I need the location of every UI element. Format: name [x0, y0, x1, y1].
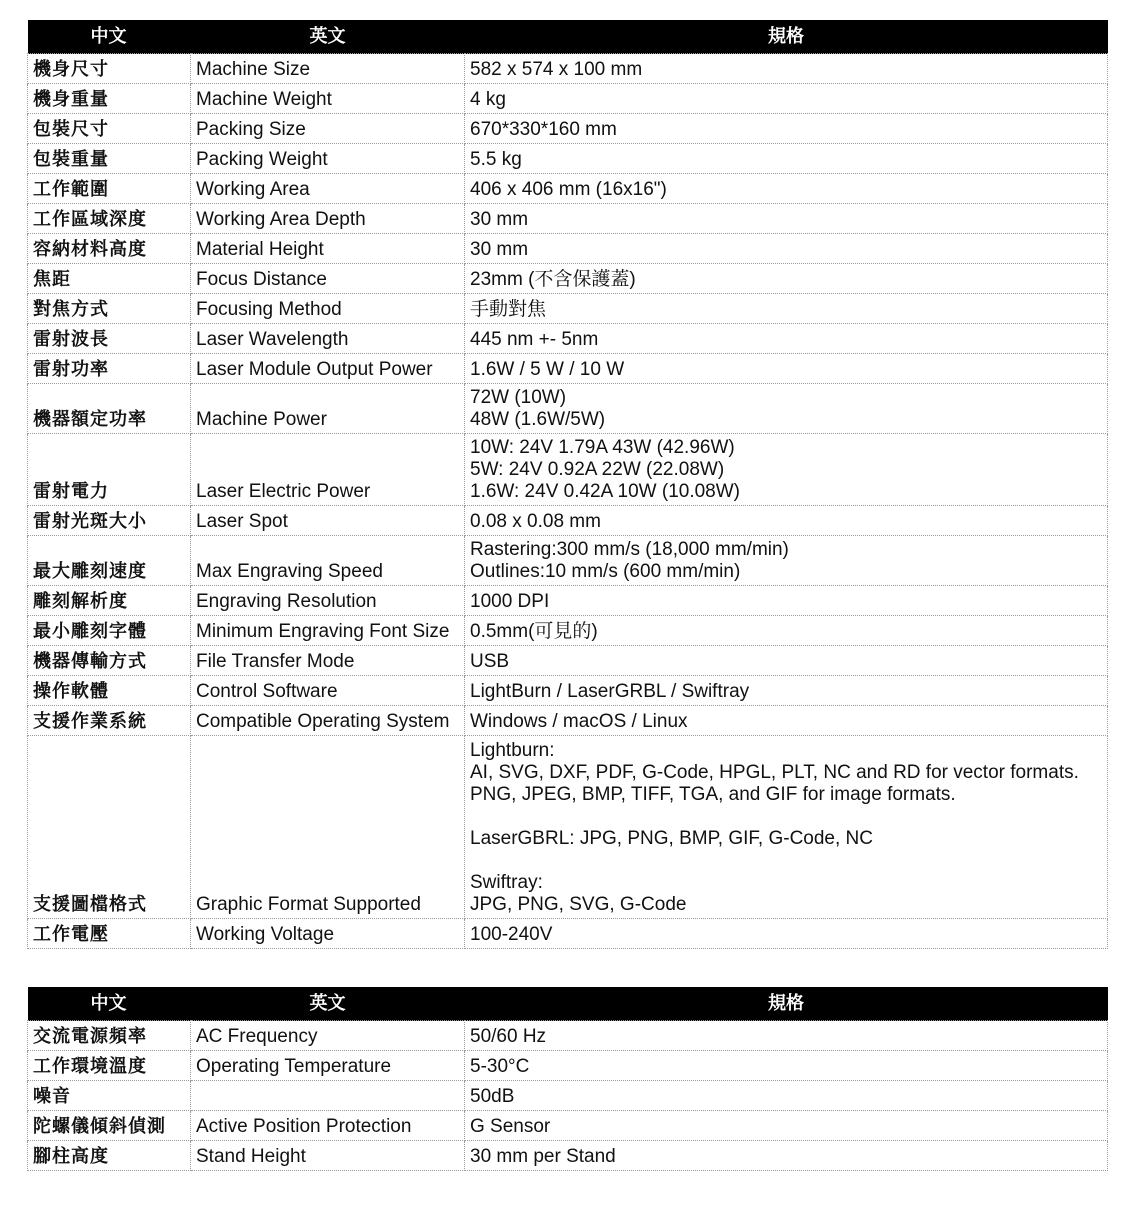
cell-english: AC Frequency: [191, 1021, 465, 1051]
cell-english: Machine Size: [191, 54, 465, 84]
cell-english: Machine Weight: [191, 84, 465, 114]
cell-spec: 0.08 x 0.08 mm: [465, 506, 1108, 536]
cell-chinese: 腳柱高度: [28, 1141, 191, 1171]
header-english: 英文: [191, 20, 465, 54]
cell-english: Max Engraving Speed: [191, 536, 465, 586]
cell-chinese: 包裝尺寸: [28, 114, 191, 144]
table-row: [28, 54, 1108, 84]
cell-english: Laser Electric Power: [191, 434, 465, 506]
table-row: [28, 1051, 1108, 1081]
cell-chinese: 包裝重量: [28, 144, 191, 174]
header-chinese: 中文: [28, 20, 191, 54]
header-chinese: 中文: [28, 987, 191, 1021]
cell-english: Laser Wavelength: [191, 324, 465, 354]
header-spec: 規格: [465, 987, 1108, 1021]
table-header-row: [28, 987, 1108, 1021]
cell-spec: 406 x 406 mm (16x16"): [465, 174, 1108, 204]
cell-spec: 10W: 24V 1.79A 43W (42.96W) 5W: 24V 0.92A 22W (22.08W) 1.6W: 24V 0.42A 10W (10.08W): [465, 434, 1108, 506]
table-row: [28, 646, 1108, 676]
cell-chinese: 支援作業系統: [28, 706, 191, 736]
table-row: [28, 144, 1108, 174]
table-row: [28, 616, 1108, 646]
cell-spec: 30 mm per Stand: [465, 1141, 1108, 1171]
table-header-row: [28, 20, 1108, 54]
cell-chinese: 機器傳輸方式: [28, 646, 191, 676]
cell-chinese: 雷射功率: [28, 354, 191, 384]
cell-english: Laser Module Output Power: [191, 354, 465, 384]
table-row: [28, 84, 1108, 114]
cell-chinese: 對焦方式: [28, 294, 191, 324]
cell-chinese: 工作區域深度: [28, 204, 191, 234]
cell-spec: 手動對焦: [465, 294, 1108, 324]
table-row: [28, 536, 1108, 586]
cell-chinese: 支援圖檔格式: [28, 736, 191, 919]
cell-spec: 50/60 Hz: [465, 1021, 1108, 1051]
cell-chinese: 容納材料高度: [28, 234, 191, 264]
cell-chinese: 雕刻解析度: [28, 586, 191, 616]
cell-english: Engraving Resolution: [191, 586, 465, 616]
table-row: [28, 174, 1108, 204]
header-english: 英文: [191, 987, 465, 1021]
table-row: [28, 506, 1108, 536]
cell-chinese: 陀螺儀傾斜偵測: [28, 1111, 191, 1141]
table-row: [28, 324, 1108, 354]
table-row: [28, 114, 1108, 144]
cell-spec: LightBurn / LaserGRBL / Swiftray: [465, 676, 1108, 706]
cell-english: Active Position Protection: [191, 1111, 465, 1141]
cell-spec: Windows / macOS / Linux: [465, 706, 1108, 736]
cell-spec: Lightburn: AI, SVG, DXF, PDF, G-Code, HPGL, PLT, NC and RD for vector formats. PNG, JPEG, BMP, TIFF, TGA, and GIF for image formats. LaserGBRL: JPG, PNG, BMP, GIF, G-Code, NC Swiftray: JPG, PNG, SVG, G-Code: [465, 736, 1108, 919]
cell-english: Machine Power: [191, 384, 465, 434]
spec-table-main: [27, 20, 1108, 949]
spec-table-secondary: [27, 987, 1108, 1171]
cell-spec: Rastering:300 mm/s (18,000 mm/min) Outlines:10 mm/s (600 mm/min): [465, 536, 1108, 586]
cell-english: Graphic Format Supported: [191, 736, 465, 919]
cell-chinese: 雷射波長: [28, 324, 191, 354]
cell-english: Stand Height: [191, 1141, 465, 1171]
cell-spec: 1000 DPI: [465, 586, 1108, 616]
table-row: [28, 354, 1108, 384]
cell-spec: 670*330*160 mm: [465, 114, 1108, 144]
table-row: [28, 1021, 1108, 1051]
table-row: [28, 1141, 1108, 1171]
table-row: [28, 264, 1108, 294]
cell-english: Packing Weight: [191, 144, 465, 174]
cell-spec: USB: [465, 646, 1108, 676]
table-row: [28, 919, 1108, 949]
cell-english: Minimum Engraving Font Size: [191, 616, 465, 646]
cell-spec: 5-30°C: [465, 1051, 1108, 1081]
header-spec: 規格: [465, 20, 1108, 54]
cell-english: Operating Temperature: [191, 1051, 465, 1081]
cell-spec: 1.6W / 5 W / 10 W: [465, 354, 1108, 384]
cell-english: Focus Distance: [191, 264, 465, 294]
table-row: [28, 234, 1108, 264]
cell-chinese: 噪音: [28, 1081, 191, 1111]
table-row: [28, 1111, 1108, 1141]
cell-chinese: 機身尺寸: [28, 54, 191, 84]
cell-spec: 23mm (不含保護蓋): [465, 264, 1108, 294]
table-row: [28, 1081, 1108, 1111]
cell-spec: 445 nm +- 5nm: [465, 324, 1108, 354]
cell-spec: 50dB: [465, 1081, 1108, 1111]
cell-chinese: 最大雕刻速度: [28, 536, 191, 586]
cell-english: Working Area Depth: [191, 204, 465, 234]
cell-spec: 582 x 574 x 100 mm: [465, 54, 1108, 84]
cell-spec: 30 mm: [465, 204, 1108, 234]
cell-chinese: 機器額定功率: [28, 384, 191, 434]
cell-english: Working Voltage: [191, 919, 465, 949]
cell-spec: 100-240V: [465, 919, 1108, 949]
cell-spec: 5.5 kg: [465, 144, 1108, 174]
table-row: [28, 384, 1108, 434]
cell-english: Focusing Method: [191, 294, 465, 324]
cell-spec: G Sensor: [465, 1111, 1108, 1141]
cell-english: Packing Size: [191, 114, 465, 144]
cell-chinese: 操作軟體: [28, 676, 191, 706]
cell-chinese: 雷射電力: [28, 434, 191, 506]
cell-chinese: 工作範圍: [28, 174, 191, 204]
table-row: [28, 706, 1108, 736]
cell-english: Working Area: [191, 174, 465, 204]
table-row: [28, 736, 1108, 919]
cell-spec: 72W (10W) 48W (1.6W/5W): [465, 384, 1108, 434]
cell-chinese: 最小雕刻字體: [28, 616, 191, 646]
cell-chinese: 交流電源頻率: [28, 1021, 191, 1051]
cell-english: Compatible Operating System: [191, 706, 465, 736]
cell-chinese: 工作環境溫度: [28, 1051, 191, 1081]
cell-english: Control Software: [191, 676, 465, 706]
cell-chinese: 工作電壓: [28, 919, 191, 949]
cell-english: Material Height: [191, 234, 465, 264]
cell-spec: 4 kg: [465, 84, 1108, 114]
table-row: [28, 586, 1108, 616]
cell-english: File Transfer Mode: [191, 646, 465, 676]
table-row: [28, 294, 1108, 324]
cell-spec: 0.5mm(可見的): [465, 616, 1108, 646]
table-row: [28, 204, 1108, 234]
cell-chinese: 機身重量: [28, 84, 191, 114]
table-row: [28, 676, 1108, 706]
cell-spec: 30 mm: [465, 234, 1108, 264]
cell-english: [191, 1081, 465, 1111]
cell-chinese: 雷射光斑大小: [28, 506, 191, 536]
table-row: [28, 434, 1108, 506]
cell-english: Laser Spot: [191, 506, 465, 536]
cell-chinese: 焦距: [28, 264, 191, 294]
